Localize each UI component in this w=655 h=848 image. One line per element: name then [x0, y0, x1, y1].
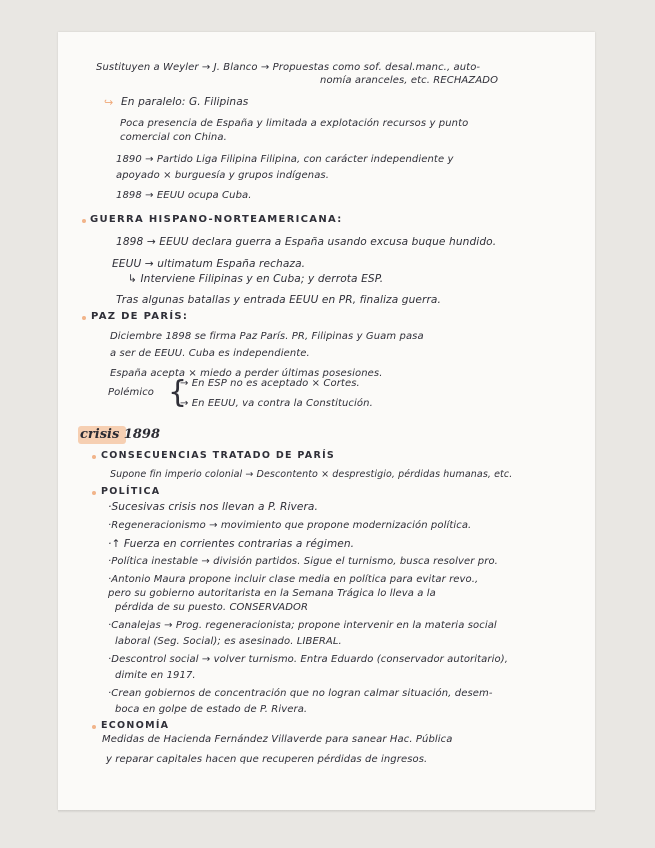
note-line: ↳ Interviene Filipinas y en Cuba; y derrota ESP. — [128, 273, 384, 285]
bullet-icon — [92, 491, 96, 495]
section-heading: POLÍTICA — [101, 486, 161, 497]
note-line: comercial con China. — [120, 132, 227, 143]
note-line: ·Crean gobiernos de concentración que no logran calmar situación, desem- — [108, 688, 493, 699]
section-heading: GUERRA HISPANO-NORTEAMERICANA: — [90, 214, 343, 225]
note-line: Diciembre 1898 se firma Paz París. PR, Filipinas y Guam pasa — [110, 331, 424, 342]
note-line: ·Política inestable → división partidos. Sigue el turnismo, busca resolver pro. — [108, 556, 498, 567]
note-line: ·Descontrol social → volver turnismo. Entra Eduardo (conservador autoritario), — [108, 654, 508, 665]
section-heading: PAZ DE PARÍS: — [91, 311, 189, 322]
section-heading: ECONOMÍA — [101, 720, 170, 731]
bullet-icon — [92, 725, 96, 729]
bullet-icon — [82, 316, 86, 320]
note-line: EEUU → ultimatum España rechaza. — [112, 258, 306, 270]
note-line: → En ESP no es aceptado × Cortes. — [180, 378, 360, 389]
note-line: a ser de EEUU. Cuba es independiente. — [110, 348, 310, 359]
note-line: boca en golpe de estado de P. Rivera. — [115, 704, 308, 715]
page-edge — [58, 810, 595, 813]
note-line: dimite en 1917. — [115, 670, 196, 681]
note-line: apoyado × burguesía y grupos indígenas. — [116, 170, 330, 181]
arrow-bullet-icon: ↪ — [104, 96, 114, 109]
note-line: pero su gobierno autoritarista en la Semana Trágica lo lleva a la — [108, 588, 436, 599]
note-line: Medidas de Hacienda Fernández Villaverde para sanear Hac. Pública — [102, 734, 453, 745]
note-line: → En EEUU, va contra la Constitución. — [180, 398, 373, 409]
note-line: 1898 → EEUU declara guerra a España usando excusa buque hundido. — [116, 236, 497, 248]
section-title: crisis 1898 — [80, 427, 160, 442]
note-line: Supone fin imperio colonial → Descontento × desprestigio, pérdidas humanas, etc. — [110, 469, 513, 480]
note-line: nomía aranceles, etc. RECHAZADO — [320, 75, 499, 86]
note-line: 1890 → Partido Liga Filipina Filipina, con carácter independiente y — [116, 154, 454, 165]
note-line: Tras algunas batallas y entrada EEUU en PR, finaliza guerra. — [116, 294, 441, 306]
section-heading: CONSECUENCIAS TRATADO DE PARÍS — [101, 450, 336, 461]
note-line: España acepta × miedo a perder últimas posesiones. — [110, 368, 383, 379]
bullet-icon — [92, 455, 96, 459]
note-line: Poca presencia de España y limitada a explotación recursos y punto — [120, 118, 469, 129]
note-line: ·↑ Fuerza en corrientes contrarias a régimen. — [108, 538, 355, 550]
note-line: 1898 → EEUU ocupa Cuba. — [116, 190, 252, 201]
note-line: ·Regeneracionismo → movimiento que propone modernización política. — [108, 520, 472, 531]
note-line: En paralelo: G. Filipinas — [121, 96, 249, 108]
note-line: ·Canalejas → Prog. regeneracionista; propone intervenir en la materia social — [108, 620, 497, 631]
note-line: laboral (Seg. Social); es asesinado. LIBERAL. — [115, 636, 342, 647]
bullet-icon — [82, 219, 86, 223]
note-line: Polémico — [108, 387, 155, 398]
brace-icon: { — [168, 375, 188, 410]
note-line: Sustituyen a Weyler → J. Blanco → Propuestas como sof. desal.manc., auto- — [96, 62, 481, 73]
note-line: ·Antonio Maura propone incluir clase media en política para evitar revo., — [108, 574, 479, 585]
note-line: ·Sucesivas crisis nos llevan a P. Rivera. — [108, 501, 318, 513]
note-line: y reparar capitales hacen que recuperen pérdidas de ingresos. — [106, 754, 428, 765]
note-line: pérdida de su puesto. CONSERVADOR — [115, 602, 309, 613]
